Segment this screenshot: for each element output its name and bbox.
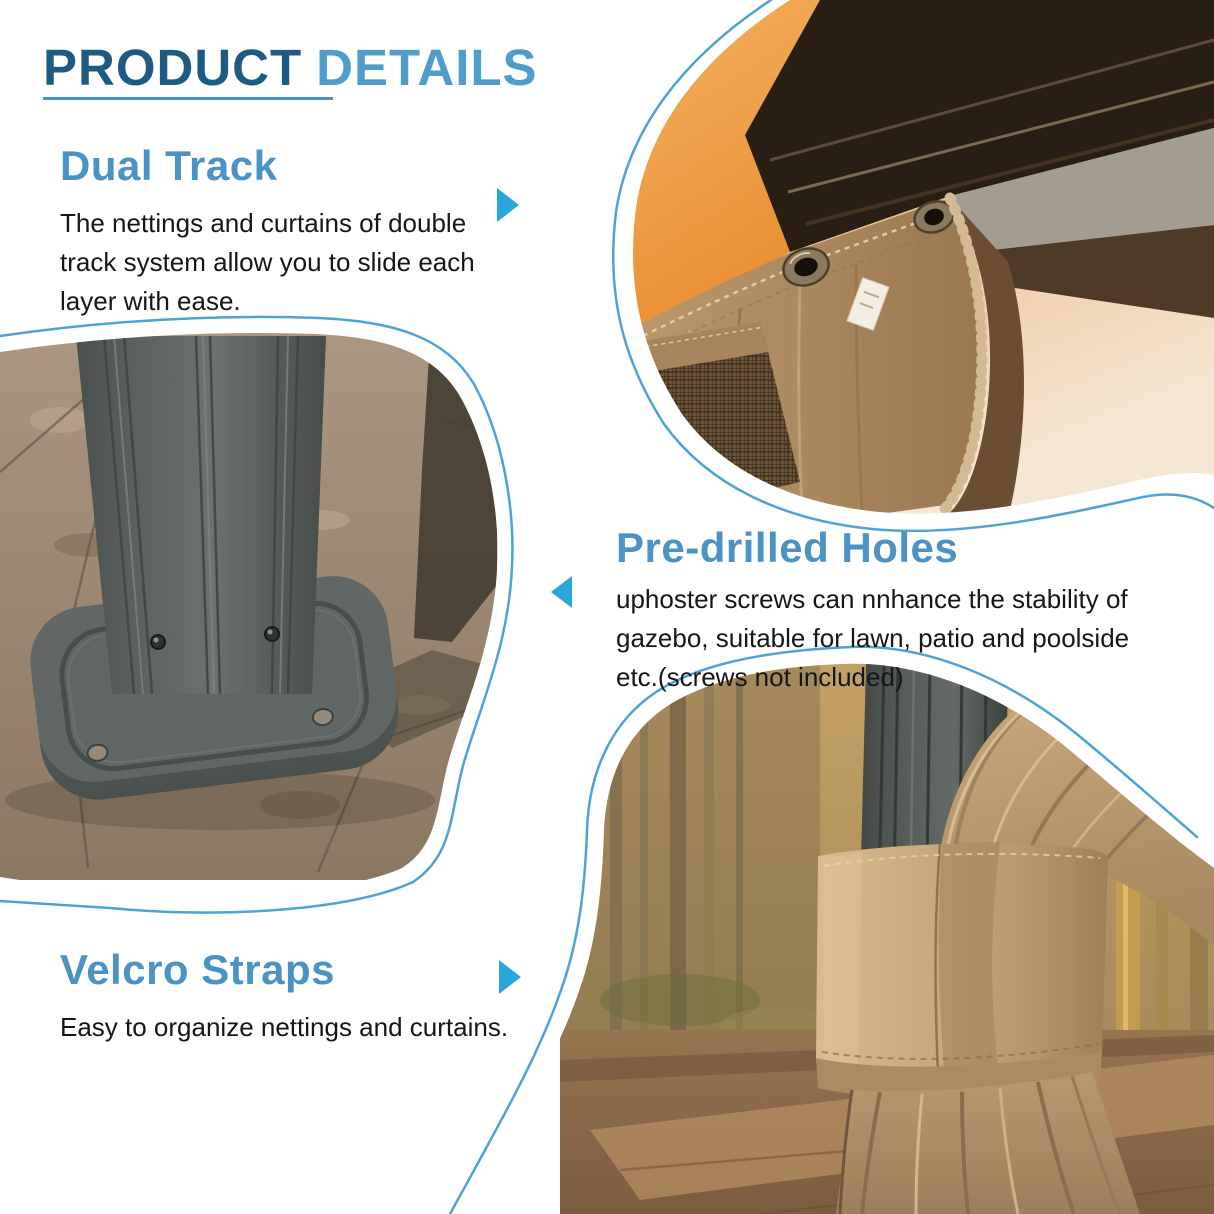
photo-velcro-strap [560, 640, 1214, 1214]
page-title-primary: PRODUCT [43, 39, 303, 96]
dual-track-heading: Dual Track [60, 142, 278, 189]
dual-track-body: The nettings and curtains of double track system allow you to slide each layer with ease. [60, 208, 475, 316]
photo-dual-track [580, 0, 1214, 520]
triangle-left-icon [551, 576, 572, 608]
screw-icon [265, 627, 279, 641]
pre-drilled-holes-heading: Pre-drilled Holes [616, 524, 959, 571]
page-title-secondary: DETAILS [316, 39, 538, 96]
pre-drilled-holes-body: uphoster screws can nnhance the stability of gazebo, suitable for lawn, patio and poolside etc.(screws not included) [616, 584, 1130, 692]
velcro-straps-body: Easy to organize nettings and curtains. [60, 1012, 509, 1042]
velcro-straps-heading: Velcro Straps [60, 946, 335, 993]
page-title [43, 38, 538, 97]
section-velcro-straps [60, 946, 530, 1047]
title-underline [43, 97, 333, 100]
section-pre-drilled-holes [616, 524, 1176, 697]
triangle-right-icon [499, 960, 521, 994]
section-dual-track [60, 142, 530, 321]
photo-post-base [0, 330, 500, 880]
screw-icon [151, 635, 165, 649]
triangle-right-icon [497, 188, 519, 222]
